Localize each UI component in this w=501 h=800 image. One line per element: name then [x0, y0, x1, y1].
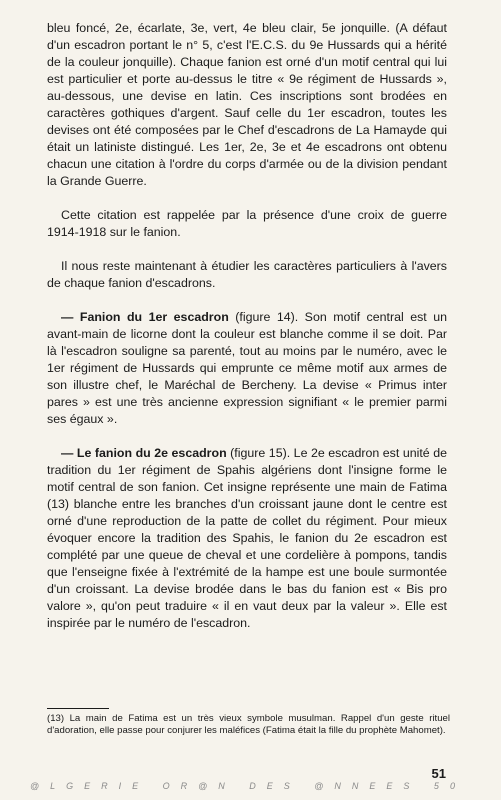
footnote-divider — [47, 708, 109, 709]
footnote: (13) La main de Fatima est un très vieux symbole musulman. Rappel d'un geste rituel d'adoration, elle passe pour conjurer les maléfices (Fatima était la fille du prophète Mahomet). — [47, 713, 450, 736]
fanion-2-heading: — Le fanion du 2e escadron — [61, 446, 227, 460]
page-number: 51 — [431, 766, 446, 781]
fanion-1-heading: — Fanion du 1er escadron — [61, 310, 229, 324]
paragraph-fanion-1 — [47, 309, 447, 428]
paragraph-colors: bleu foncé, 2e, écarlate, 3e, vert, 4e bleu clair, 5e jonquille. (A défaut d'un escadron portant le n° 5, c'est l'E.C.S. du 9e Hussards qui a hérité de la couleur jonquille). Chaque fanion est orné d'un motif central qui lui est particulier et porte au-dessus le titre « 9e régiment de Hussards », au-dessous, une devise en latin. Ces inscriptions sont brodées en caractères gothiques d'argent. Sauf celle du 1er escadron, toutes les devises ont été composées par le Chef d'escadrons de La Hamayde qui était un latiniste distingué. Les 1er, 2e, 3e et 4e escadrons ont obtenu chacun une citation à l'ordre du corps d'armée ou de la division pendant la Grande Guerre. — [47, 21, 447, 188]
paragraph-fanion-2 — [47, 445, 447, 632]
watermark: @LGERIE OR@N DES @NNEES 50 — [30, 781, 466, 791]
paragraph-citation: Cette citation est rappelée par la présence d'une croix de guerre 1914-1918 sur le fanion. — [47, 208, 447, 239]
fanion-2-body: (figure 15). Le 2e escadron est unité de tradition du 1er régiment de Spahis algériens dont l'insigne forme le motif central de son fanion. Cet insigne représente une main de Fatima (13) blanche entre les branches d'un croissant jaune dont le centre est orné d'une reproduction de la patte de collet du régiment. Pour mieux évoquer encore la tradition des Spahis, le fanion du 2e escadron est complété par une queue de cheval et une cordelière à pompons, tandis que l'enseigne fixée à l'extrémité de la hampe est une boule surmontée d'un croissant. La devise brodée dans le bas du fanion est « Bis pro valore », qu'on peut traduire « il en vaut deux par la valeur ». Elle est inspirée par le numéro de l'escadron. — [47, 446, 447, 630]
paragraph-intro: Il nous reste maintenant à étudier les caractères particuliers à l'avers de chaque fanion d'escadrons. — [47, 259, 447, 290]
body-text — [47, 20, 447, 632]
fanion-1-body: (figure 14). Son motif central est un avant-main de licorne dont la couleur est blanche comme il se doit. Par là l'escadron souligne sa parenté, tout au moins par le numéro, avec le 1er régiment de Hussards qui emprunte ce même motif aux armes de son illustre chef, le Maréchal de Bercheny. La devise « Primus inter pares » est une très ancienne expression signifiant « le premier parmi ses égaux ». — [47, 310, 448, 426]
